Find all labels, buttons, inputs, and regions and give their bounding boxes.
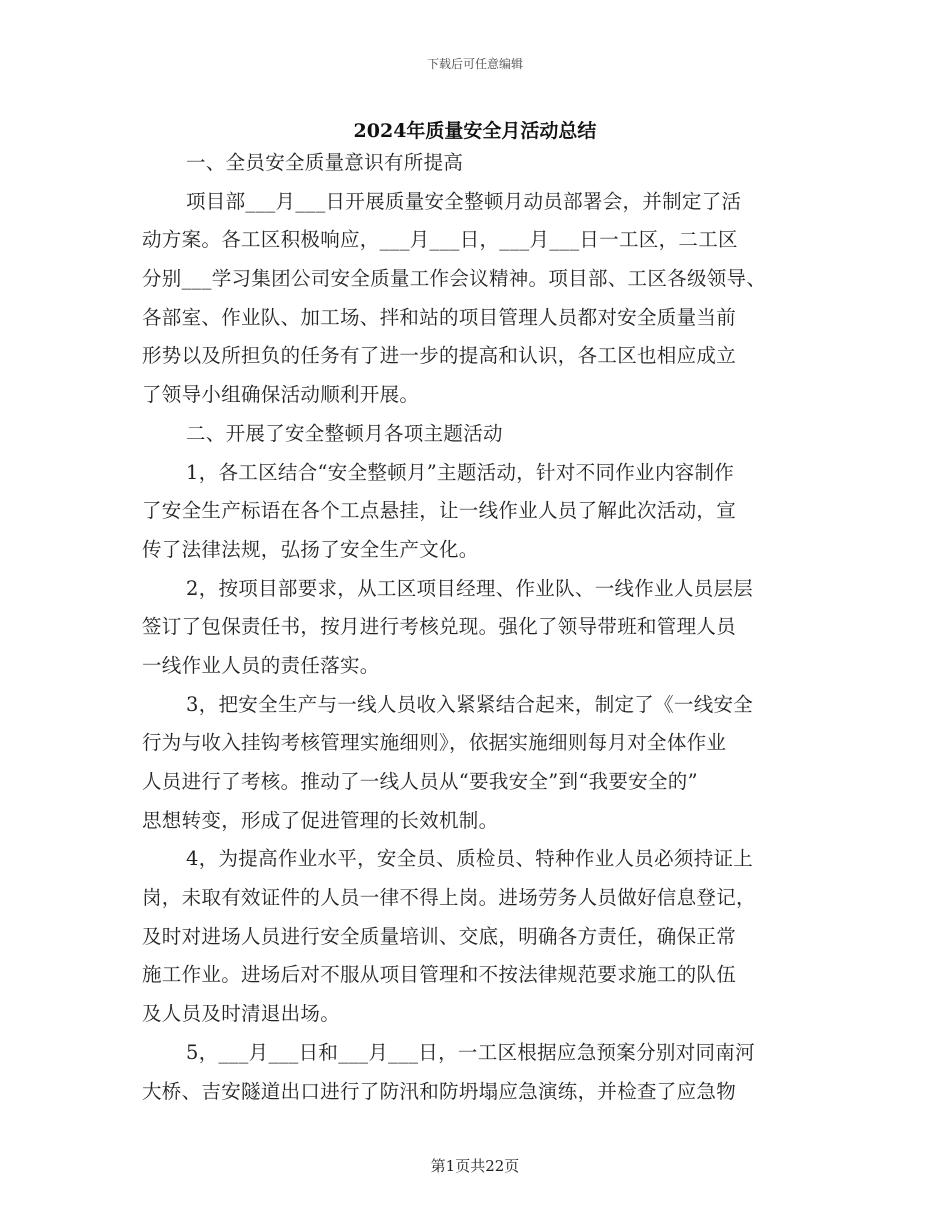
paragraph-line: 3，把安全生产与一线人员收入紧紧结合起来，制定了《一线安全 <box>186 692 754 716</box>
document-title: 2024年质量安全月活动总结 <box>353 120 597 142</box>
paragraph-line: 了安全生产标语在各个工点悬挂，让一线作业人员了解此次活动，宣 <box>142 499 737 523</box>
paragraph-line: 了领导小组确保活动顺利开展。 <box>142 383 420 407</box>
paragraph-line: 大桥、吉安隧道出口进行了防汛和防坍塌应急演练，并检查了应急物 <box>142 1079 737 1103</box>
paragraph-line: 2，按项目部要求，从工区项目经理、作业队、一线作业人员层层 <box>186 576 754 600</box>
paragraph-line: 及时对进场人员进行安全质量培训、交底，明确各方责任，确保正常 <box>142 924 737 948</box>
paragraph-line: 传了法律法规，弘扬了安全生产文化。 <box>142 537 479 561</box>
paragraph-line: 思想转变，形成了促进管理的长效机制。 <box>142 808 499 832</box>
paragraph-line: 签订了包保责任书，按月进行考核兑现。强化了领导带班和管理人员 <box>142 615 737 639</box>
paragraph-line: 形势以及所担负的任务有了进一步的提高和认识，各工区也相应成立 <box>142 344 737 368</box>
section-heading-2: 二、开展了安全整顿月各项主题活动 <box>186 421 503 445</box>
paragraph-line: 行为与收入挂钩考核管理实施细则》，依据实施细则每月对全体作业 <box>142 731 727 755</box>
paragraph-line: 岗，未取有效证件的人员一律不得上岗。进场劳务人员做好信息登记， <box>142 886 756 910</box>
paragraph-line: 各部室、作业队、加工场、拌和站的项目管理人员都对安全质量当前 <box>142 305 737 329</box>
paragraph-line: 动方案。各工区积极响应，___月___日，___月___日一工区，二工区 <box>142 228 738 252</box>
paragraph-line: 4，为提高作业水平，安全员、质检员、特种作业人员必须持证上 <box>186 847 754 871</box>
paragraph-line: 及人员及时清退出场。 <box>142 1002 341 1026</box>
paragraph-line: 5，___月___日和___月___日，一工区根据应急预案分别对同南河 <box>186 1040 755 1064</box>
paragraph-line: 项目部___月___日开展质量安全整顿月动员部署会，并制定了活 <box>186 189 742 213</box>
paragraph-line: 一线作业人员的责任落实。 <box>142 653 380 677</box>
paragraph-line: 1，各工区结合“安全整顿月”主题活动，针对不同作业内容制作 <box>186 460 735 484</box>
paragraph-line: 人员进行了考核。推动了一线人员从“要我安全”到“我要安全的” <box>142 770 698 793</box>
document-body <box>142 144 822 1111</box>
paragraph-line: 分别___学习集团公司安全质量工作会议精神。项目部、工区各级领导、 <box>142 267 767 291</box>
page-header-note: 下载后可任意编辑 <box>426 57 523 71</box>
page-number: 第1页共22页 <box>430 1157 520 1175</box>
section-heading-1: 一、全员安全质量意识有所提高 <box>186 151 464 174</box>
paragraph-line: 施工作业。进场后对不服从项目管理和不按法律规范要求施工的队伍 <box>142 963 737 987</box>
